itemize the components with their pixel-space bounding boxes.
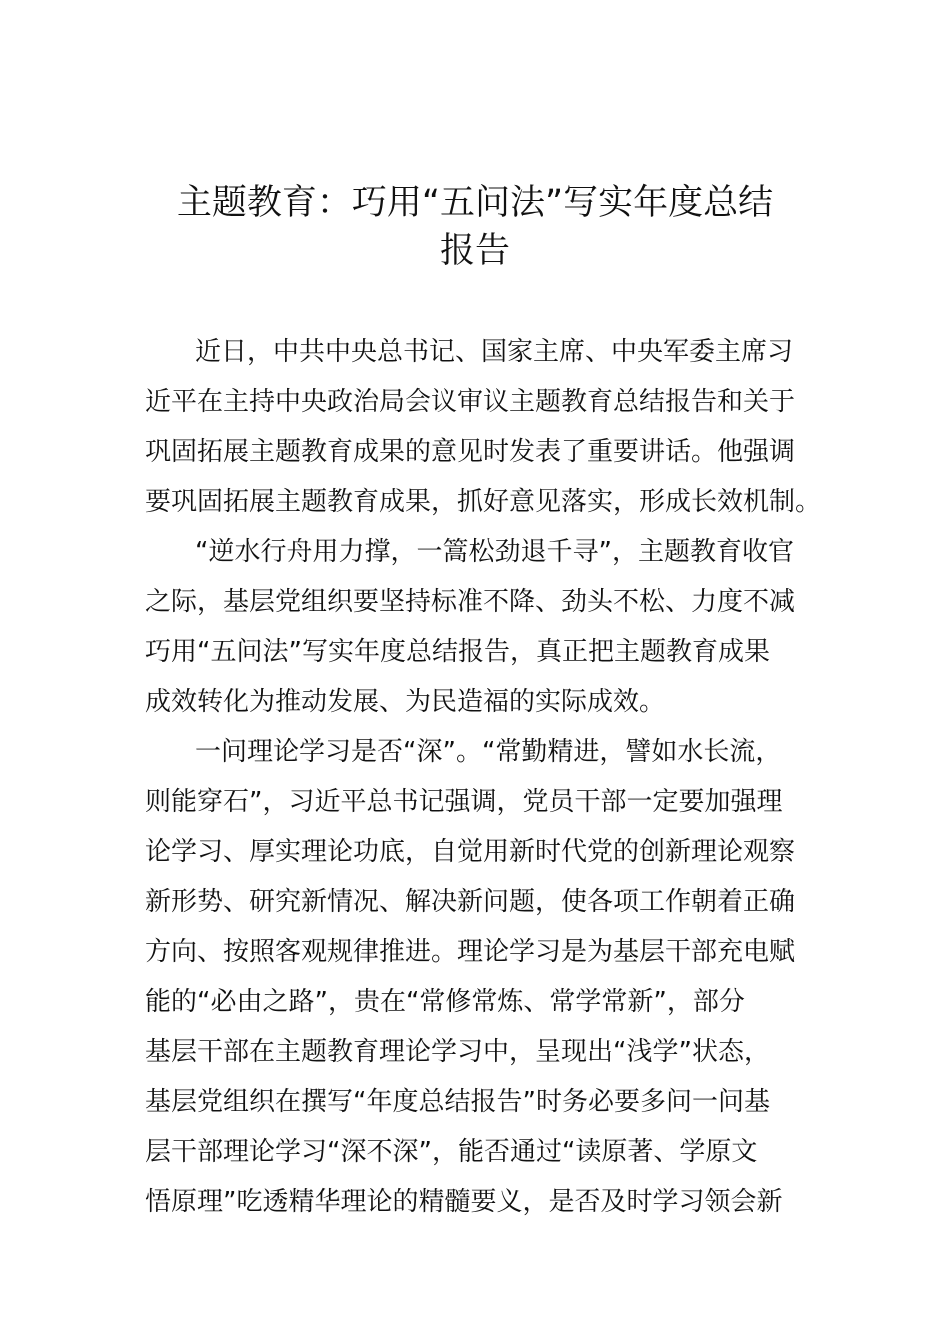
body-text-line: 能的“必由之路”，贵在“常修常炼、常学常新”，部分 [145, 987, 745, 1017]
document-title-line-1: 主题教育：巧用“五问法”写实年度总结 [176, 183, 774, 223]
body-text-line: 近平在主持中央政治局会议审议主题教育总结报告和关于 [145, 387, 796, 417]
body-text-line: 则能穿石”，习近平总书记强调，党员干部一定要加强理 [145, 787, 783, 817]
body-text-line: 巧用“五问法”写实年度总结报告，真正把主题教育成果 [145, 637, 770, 667]
body-text-line: 基层干部在主题教育理论学习中，呈现出“浅学”状态， [145, 1037, 770, 1067]
body-text-line: 层干部理论学习“深不深”，能否通过“读原著、学原文 [145, 1137, 758, 1167]
body-text-line: 成效转化为推动发展、为民造福的实际成效。 [145, 687, 666, 717]
body-text-line: 悟原理”吃透精华理论的精髓要义，是否及时学习领会新 [145, 1187, 783, 1217]
body-text-line: 之际，基层党组织要坚持标准不降、劲头不松、力度不减 [145, 587, 796, 617]
body-text-line: 方向、按照客观规律推进。理论学习是为基层干部充电赋 [145, 937, 796, 967]
body-text-line: 新形势、研究新情况、解决新问题，使各项工作朝着正确 [145, 887, 796, 917]
body-text-line: 基层党组织在撰写“年度总结报告”时务必要多问一问基 [145, 1087, 770, 1117]
body-text-line: 论学习、厚实理论功底，自觉用新时代党的创新理论观察 [145, 837, 796, 867]
body-text-line: 近日，中共中央总书记、国家主席、中央军委主席习 [195, 337, 794, 367]
body-text-line: 一问理论学习是否“深”。“常勤精进，譬如水长流， [195, 737, 782, 767]
body-text-line: 要巩固拓展主题教育成果，抓好意见落实，形成长效机制。 [145, 487, 822, 517]
document-title-line-2: 报告 [439, 231, 510, 271]
body-text-line: 巩固拓展主题教育成果的意见时发表了重要讲话。他强调 [145, 437, 796, 467]
body-text-line: “逆水行舟用力撑，一篙松劲退千寻”，主题教育收官 [195, 537, 794, 567]
